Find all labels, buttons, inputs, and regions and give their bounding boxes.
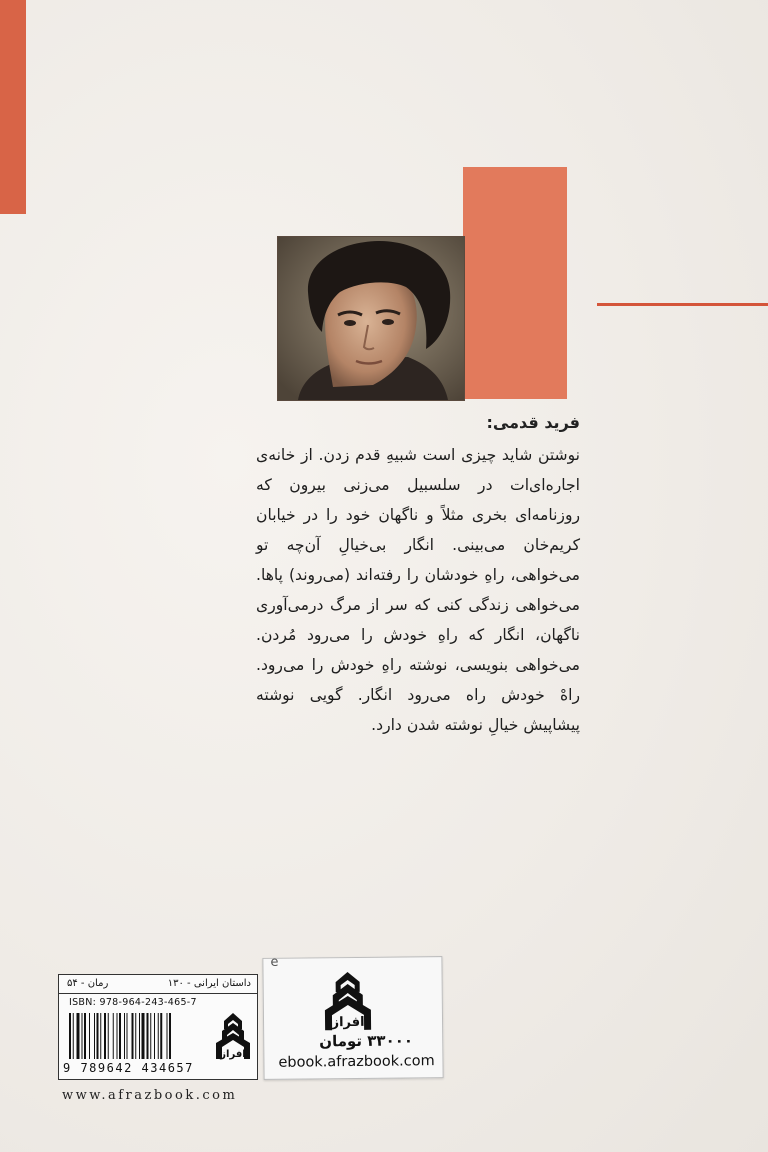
sticker-corner-mark: e xyxy=(270,954,279,970)
author-portrait xyxy=(277,236,465,401)
ebook-url: ebook.afrazbook.com xyxy=(278,1053,435,1071)
portrait-photo-icon xyxy=(278,237,464,400)
price-label: ۳۳۰۰۰ تومان xyxy=(319,1031,414,1051)
barcode-bar xyxy=(158,1013,159,1059)
afraz-logo-text: افراز xyxy=(220,1049,246,1060)
orange-accent-block xyxy=(463,167,567,399)
barcode-bar xyxy=(142,1013,145,1059)
barcode-bar xyxy=(108,1013,109,1059)
barcode-bar xyxy=(169,1013,171,1059)
barcode-bar xyxy=(73,1013,74,1059)
barcode-bar xyxy=(154,1013,155,1059)
barcode-bar xyxy=(132,1013,134,1059)
barcode-bar xyxy=(147,1013,149,1059)
red-accent-line xyxy=(597,303,768,306)
price-sticker xyxy=(262,956,443,1080)
barcode-bar xyxy=(167,1013,168,1059)
isbn-text: ISBN: 978-964-243-465-7 xyxy=(69,997,197,1008)
barcode-digits: 9 789642 434657 xyxy=(63,1061,194,1075)
barcode-bar xyxy=(117,1013,118,1059)
barcode-bar xyxy=(89,1013,90,1059)
afraz-logo-icon xyxy=(212,1011,254,1061)
barcode-bar xyxy=(69,1013,71,1059)
barcode-bar xyxy=(97,1013,99,1059)
barcode-label xyxy=(58,974,258,1080)
barcode-bar xyxy=(100,1013,101,1059)
book-blurb: نوشتن شاید چیزی است شبیهِ قدم زدن. از خانه‌ی اجاره‌ای‌ات در سلسبیل می‌زنی بیرون که روزنامه‌ای بخری مثلاً و ناگهان خود را در خیابان کریم‌خان می‌بینی. انگار بی‌خیالِ آن‌چه تو می‌خواهی، راهِ خودشان را رفته‌اند (می‌روند) پاها. می‌خواهی زندگی کنی که سر از مرگ درمی‌آوری ناگهان، انگار که راهِ خودش را می‌رود مُردن. می‌خواهی بنویسی، نوشته راهِ خودش را می‌رود. راهْ خودش راه می‌رود انگار. گویی نوشته پیشاپیش خیالِ نوشته شدن دارد. xyxy=(256,446,580,734)
series-label: رمان - ۵۴ xyxy=(67,978,109,989)
barcode-bar xyxy=(135,1013,136,1059)
left-accent-strip xyxy=(0,0,26,214)
author-name: فرید قدمی: xyxy=(486,413,580,432)
barcode-bar xyxy=(82,1013,83,1059)
barcode-bar xyxy=(113,1013,114,1059)
barcode-header-row xyxy=(59,975,257,994)
barcode-bar xyxy=(104,1013,106,1059)
publisher-website: www.afrazbook.com xyxy=(62,1088,238,1103)
barcode-bar xyxy=(124,1013,125,1059)
barcode-bar xyxy=(127,1013,128,1059)
barcode-bar xyxy=(77,1013,80,1059)
barcode-icon xyxy=(69,1013,207,1059)
barcode-bar xyxy=(119,1013,121,1059)
barcode-bar xyxy=(84,1013,86,1059)
afraz-logo-icon xyxy=(319,970,376,1033)
barcode-bar xyxy=(160,1013,162,1059)
barcode-bar xyxy=(150,1013,151,1059)
barcode-bar xyxy=(94,1013,95,1059)
afraz-logo-text: افراز xyxy=(331,1014,365,1031)
barcode-bar xyxy=(139,1013,140,1059)
genre-label: داستان ایرانی - ۱۳۰ xyxy=(167,978,251,989)
